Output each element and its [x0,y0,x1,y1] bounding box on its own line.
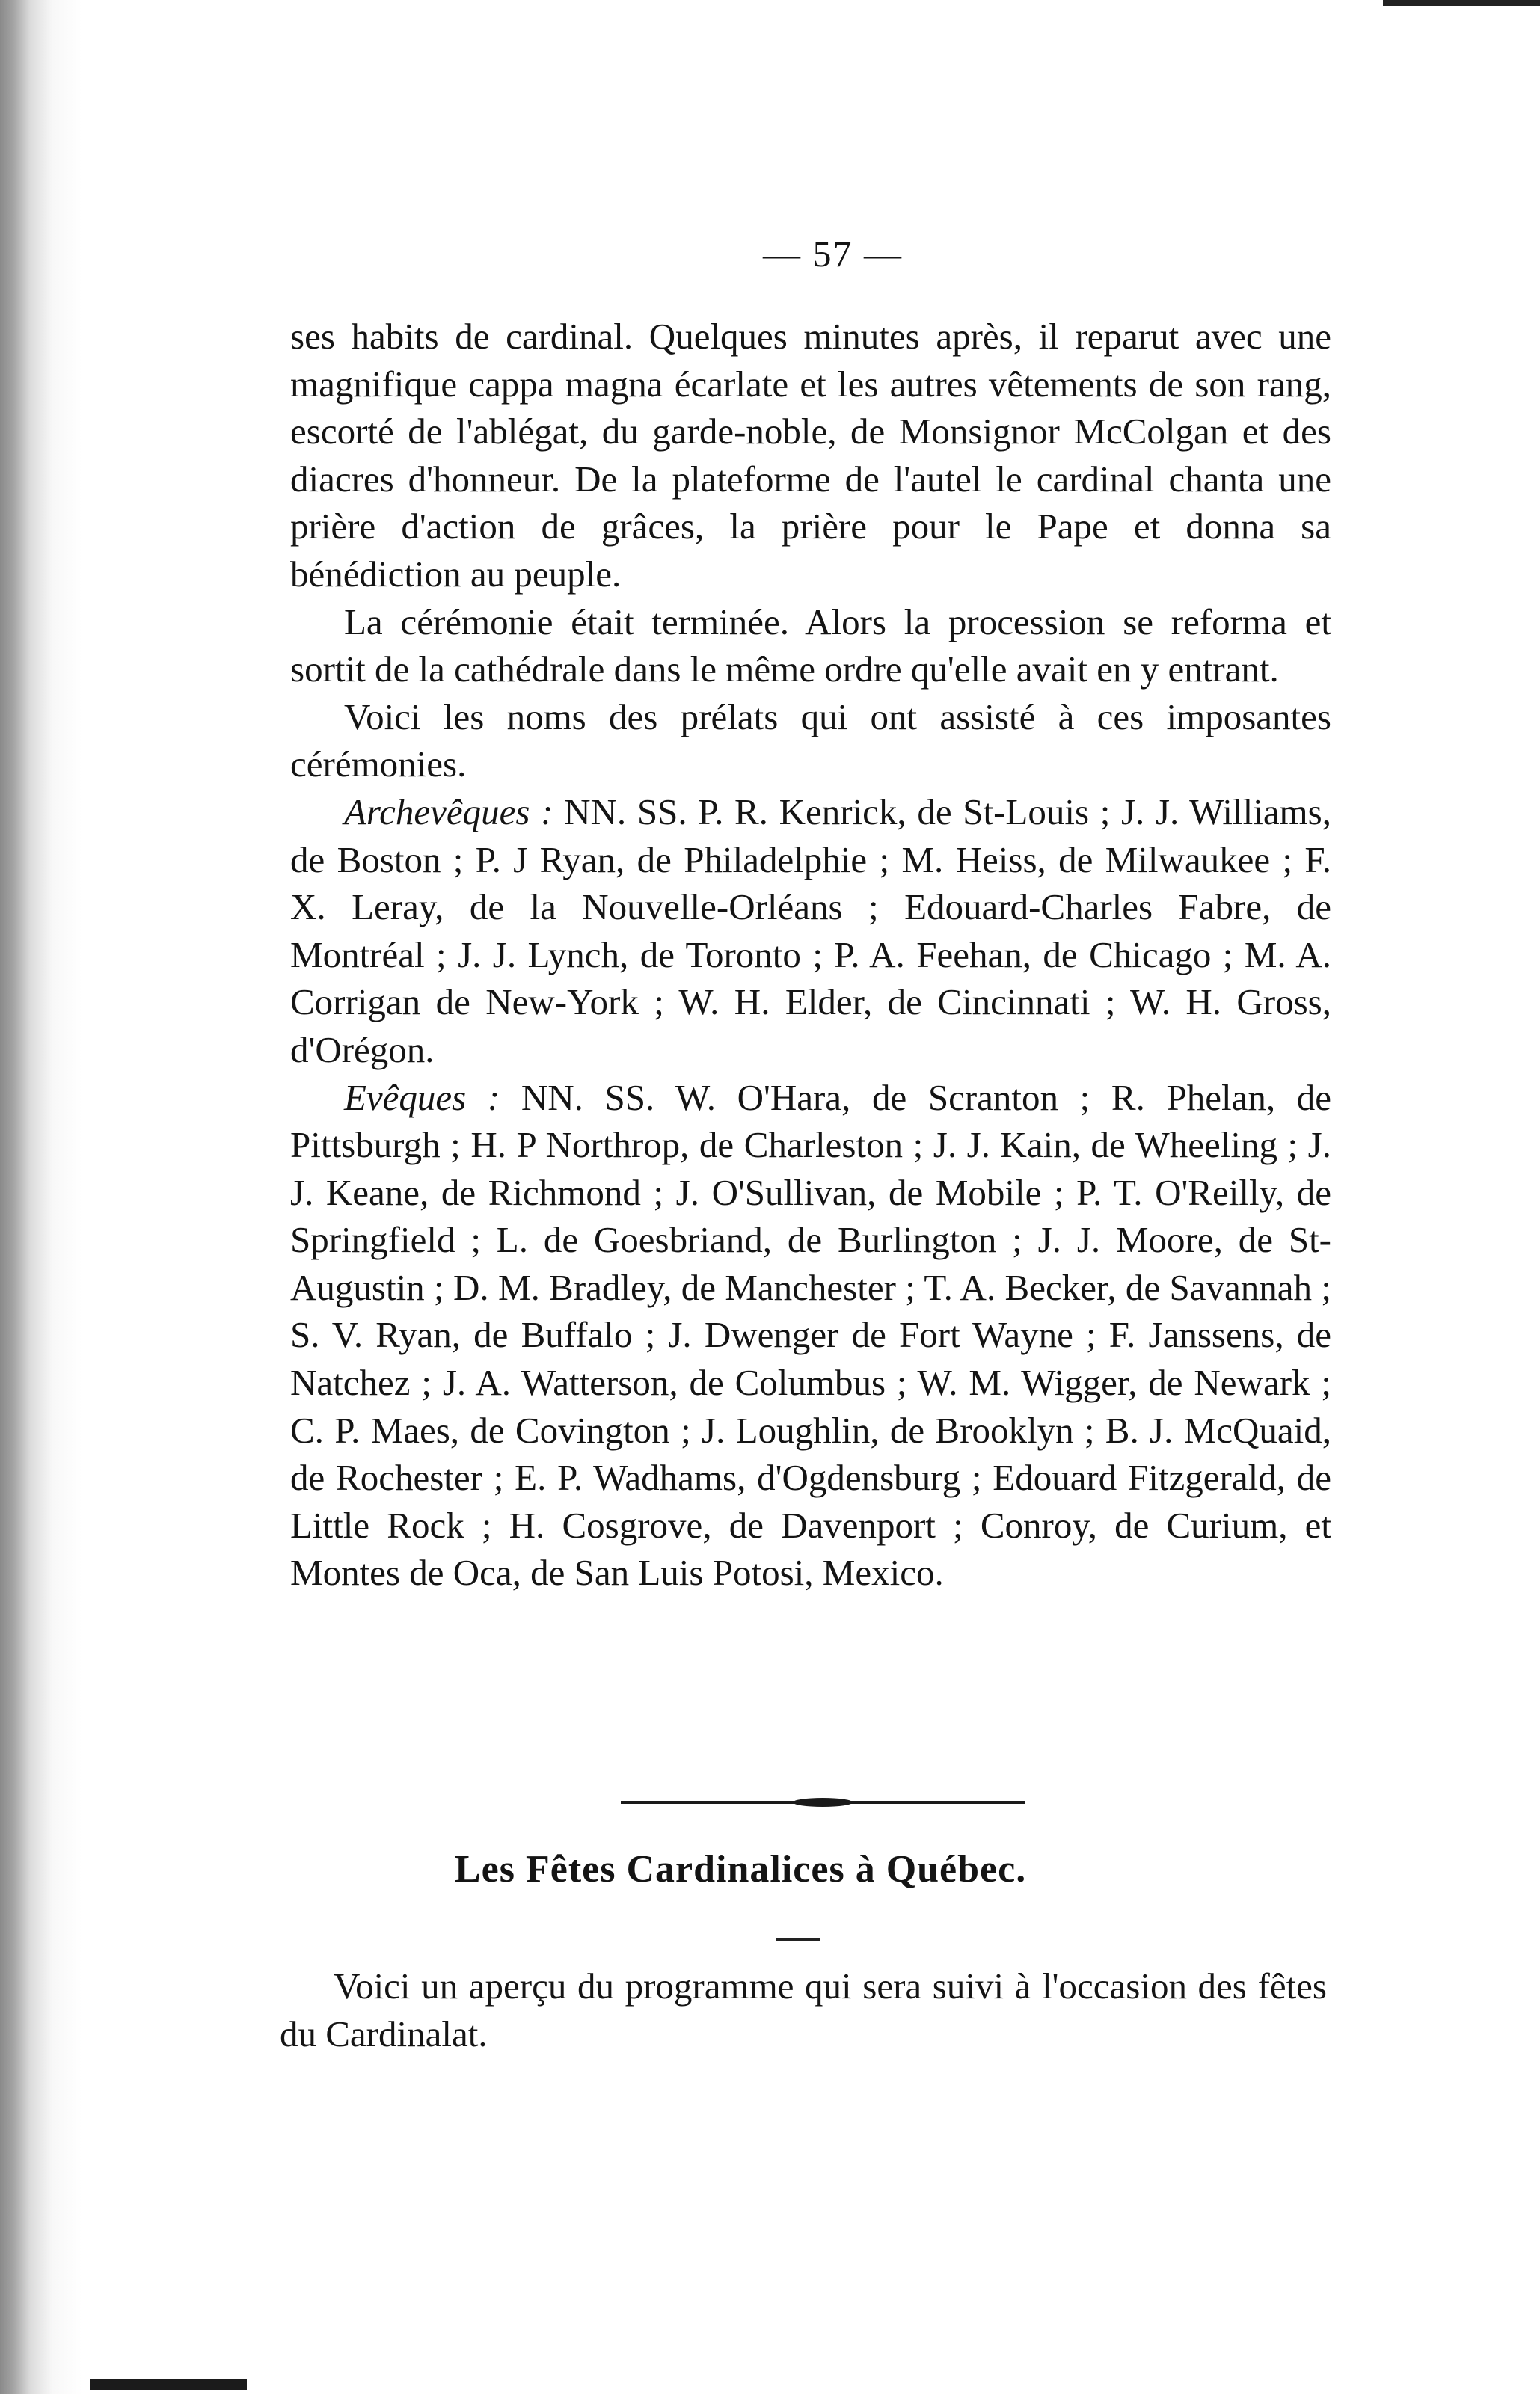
ornamental-divider [621,1795,1025,1810]
bishops-list: NN. SS. W. O'Hara, de Scranton ; R. Phelan, de Pittsburgh ; H. P Northrop, de Charleston ; J. J. Kain, de Wheeling ; J. J. Keane, de Richmond ; J. O'Sullivan, de Mobile ; P. T. O'Reilly, de Springfield ; L. de Goesbriand, de Burlington ; J. J. Moore, de St-Augustin ; D. M. Bradley, de Manchester ; T. A. Becker, de Savannah ; S. V. Ryan, de Buffalo ; J. Dwenger de Fort Wayne ; F. Janssens, de Natchez ; J. A. Watterson, de Columbus ; W. M. Wigger, de Newark ; C. P. Maes, de Covington ; J. Loughlin, de Brooklyn ; B. J. McQuaid, de Rochester ; E. P. Wadhams, d'Ogdensburg ; Edouard Fitzgerald, de Little Rock ; H. Cosgrove, de Davenport ; Conroy, de Curium, et Montes de Oca, de San Luis Potosi, Mexico. [290,1076,1331,1594]
paragraph-procession: La cérémonie était terminée. Alors la procession se reforma et sortit de la cathédrale dans le même ordre qu'elle avait en y entrant. [290,601,1331,690]
page-binding-edge [0,0,82,2394]
paragraph-archbishops [290,788,1331,1074]
body-text [290,313,1331,1597]
paragraph-ceremony-end: ses habits de cardinal. Quelques minutes après, il reparut avec une magnifique cappa magna écarlate et les autres vêtements de son rang, escorté de l'ablégat, du garde-noble, de Monsignor McColgan et des diacres d'honneur. De la plateforme de l'autel le cardinal chanta une prière d'action de grâces, la prière pour le Pape et donna sa bénédiction au peuple. [290,316,1331,595]
title-dash [776,1938,820,1941]
bishops-label: Evêques : [344,1076,500,1118]
archbishops-label: Archevêques : [344,791,553,832]
bottom-edge-mark [90,2379,247,2390]
section-title: Les Fêtes Cardinalices à Québec. [455,1848,1027,1891]
archbishops-list: NN. SS. P. R. Kenrick, de St-Louis ; J. J. Williams, de Boston ; P. J Ryan, de Philadelphie ; M. Heiss, de Milwaukee ; F. X. Leray, de la Nouvelle-Orléans ; Edouard-Charles Fabre, de Montréal ; J. J. Lynch, de Toronto ; P. A. Feehan, de Chicago ; M. A. Corrigan de New-York ; W. H. Elder, de Cincinnati ; W. H. Gross, d'Orégon. [290,791,1331,1070]
paragraph-prelates-intro: Voici les noms des prélats qui ont assisté à ces imposantes cérémonies. [290,696,1331,785]
paragraph-bishops [290,1074,1331,1597]
section-intro: Voici un aperçu du programme qui sera suivi à l'occasion des fêtes du Cardinalat. [280,1965,1327,2054]
top-edge-mark [1383,0,1540,6]
page-number: — 57 — [763,233,903,274]
